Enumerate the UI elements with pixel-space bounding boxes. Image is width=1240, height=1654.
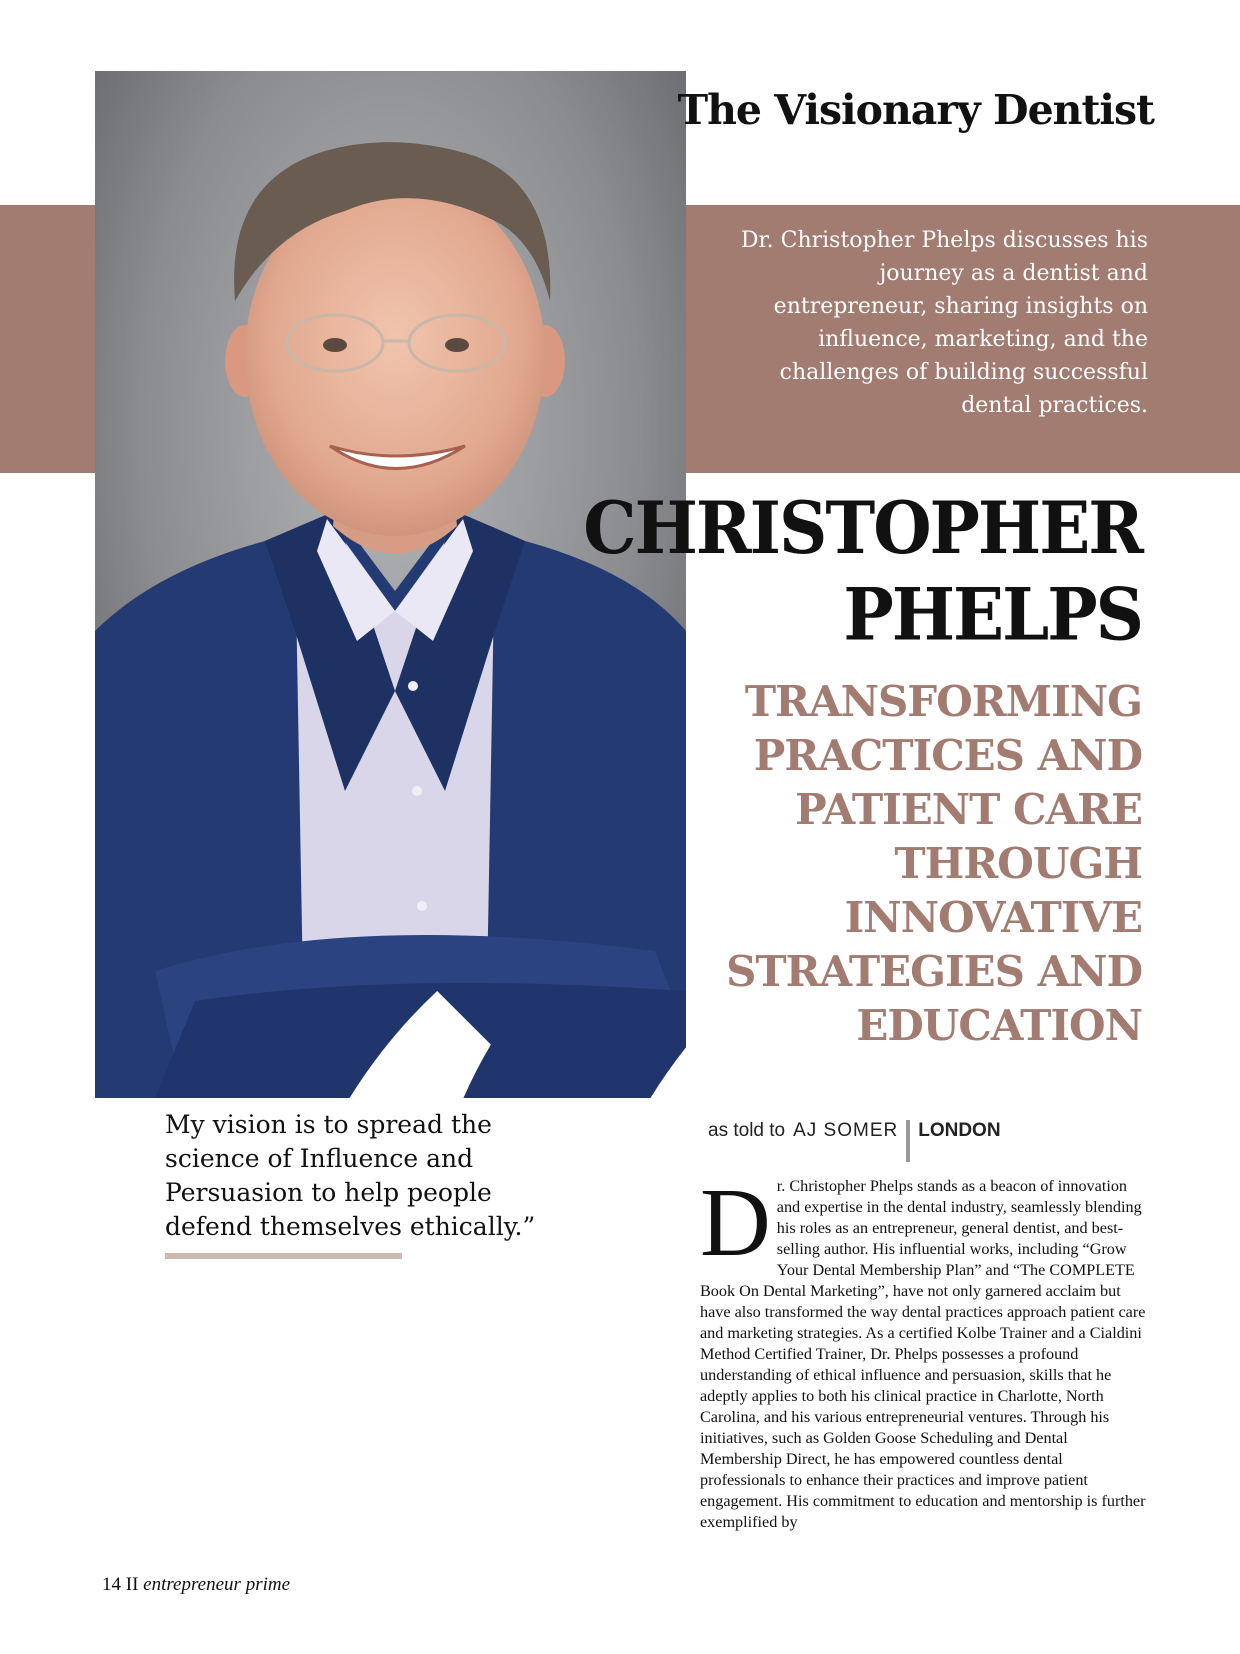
tagline-line: STRATEGIES AND xyxy=(726,947,1142,996)
headline-line-1: CHRISTOPHER xyxy=(583,485,1142,571)
tagline-line: TRANSFORMING xyxy=(744,677,1142,726)
byline-prefix: as told to xyxy=(708,1120,786,1141)
article-body xyxy=(700,1169,1146,1533)
article-body-text: r. Christopher Phelps stands as a beacon of innovation and expertise in the dental industry, seamlessly blending his roles as an entrepreneur, general dentist, and best-selling author. His influential works, including “Grow Your Dental Membership Plan” and “The COMPLETE Book On Dental Marketing”, have not only garnered acclaim but have also transformed the way dental practices approach patient care and marketing strategies. As a certified Kolbe Trainer and a Cialdini Method Certified Trainer, Dr. Phelps possesses a profound understanding of ethical influence and persuasion, skills that he adeptly applies to both his clinical practice in Charlotte, North Carolina, and his various entrepreneurial ventures. Through his initiatives, such as Golden Goose Scheduling and Dental Membership Direct, he has empowered countless dental professionals to enhance their practices and improve patient engagement. His commitment to education and mentorship is further exemplified by xyxy=(700,1177,1146,1531)
byline-divider xyxy=(906,1120,910,1162)
tagline-line: INNOVATIVE xyxy=(844,893,1142,942)
section-title: The Visionary Dentist xyxy=(677,86,1154,134)
drop-cap: D xyxy=(700,1169,771,1277)
page-number: 14 II xyxy=(102,1574,139,1595)
quote-mark-icon xyxy=(233,961,686,1098)
byline-author: AJ SOMER xyxy=(793,1120,899,1141)
page-footer xyxy=(102,1574,290,1596)
publication-name: entrepreneur prime xyxy=(143,1574,291,1595)
tagline-line: PATIENT CARE xyxy=(795,785,1142,834)
pull-quote-rule xyxy=(165,1253,402,1259)
tagline xyxy=(726,675,1142,1053)
tagline-line: PRACTICES AND xyxy=(753,731,1142,780)
tagline-line: EDUCATION xyxy=(856,1001,1142,1050)
byline-location: LONDON xyxy=(918,1120,1001,1141)
deck-text: Dr. Christopher Phelps discusses his journey as a dentist and entrepreneur, sharing insights on influence, marketing, and the challenges of building successful dental practices. xyxy=(740,228,1148,418)
byline xyxy=(708,1120,1001,1156)
headline-name xyxy=(583,485,1142,658)
pull-quote: My vision is to spread the science of Influence and Persuasion to help people defend themselves ethically.” xyxy=(165,1110,536,1241)
tagline-line: THROUGH xyxy=(894,839,1142,888)
headline-line-2: PHELPS xyxy=(843,571,1142,657)
